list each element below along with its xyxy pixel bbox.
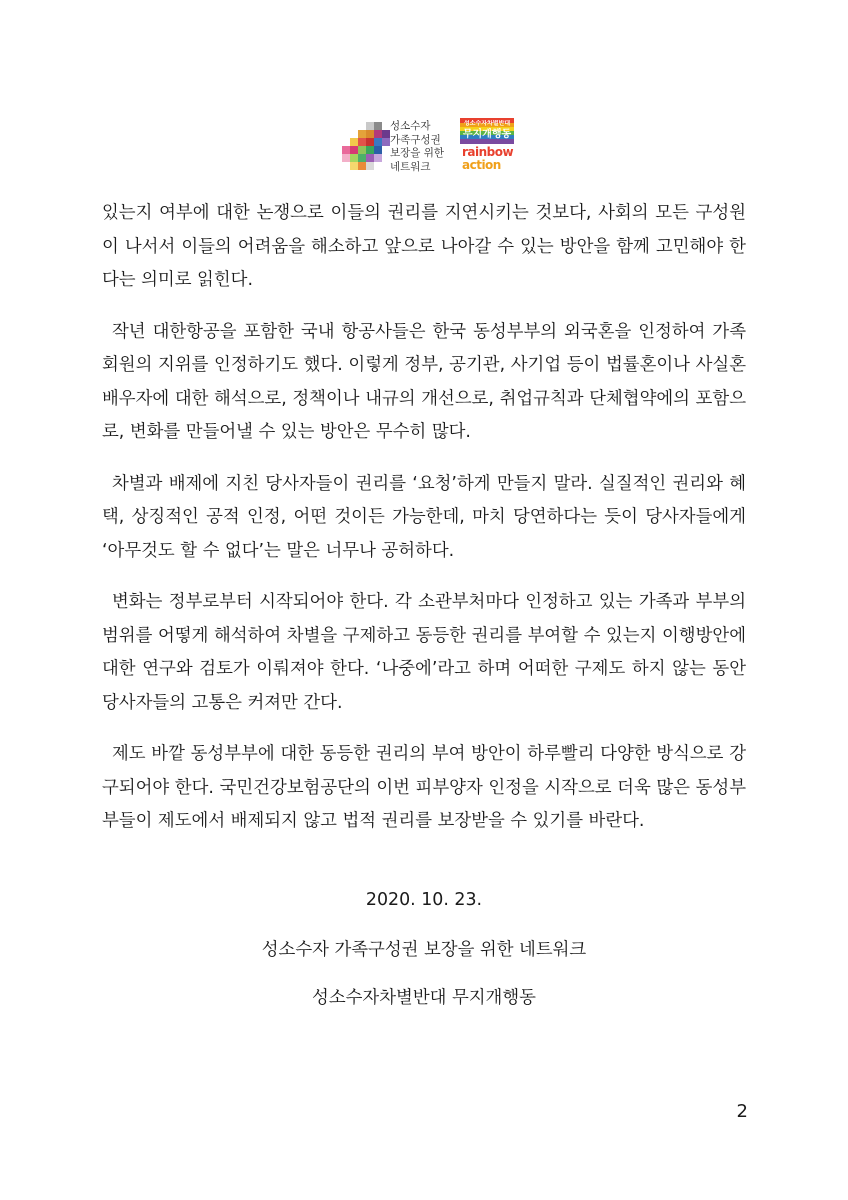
rainbow-action-logo [460, 118, 514, 178]
page-number: 2 [736, 1101, 748, 1122]
paragraph: 제도 바깥 동성부부에 대한 동등한 권리의 부여 방안이 하루빨리 다양한 방식으로 강구되어야 한다. 국민건강보험공단의 이번 피부양자 인정을 시작으로 더욱 많은 동성부부들이 제도에서 배제되지 않고 법적 권리를 보장받을 수 있기를 바란다. [102, 744, 746, 831]
action-word: action [462, 158, 501, 172]
page-header [336, 118, 516, 180]
statement-body [102, 197, 746, 857]
signatory-org-network: 성소수자 가족구성권 보장을 위한 네트워크 [261, 940, 587, 960]
network-logo-line: 가족구성권 [390, 133, 441, 146]
network-logo-text [390, 120, 444, 174]
paragraph: 작년 대한항공을 포함한 국내 항공사들은 한국 동성부부의 외국혼을 인정하여 가족회원의 지위를 인정하기도 했다. 이렇게 정부, 공기관, 사기업 등이 법률혼이나 사실혼 배우자에 대한 해석으로, 정책이나 내규의 개선으로, 취업규칙과 단체협약에의 포함으로, 변화를 만들어낼 수 있는 방안은 무수히 많다. [102, 321, 746, 442]
paragraph: 있는지 여부에 대한 논쟁으로 이들의 권리를 지연시키는 것보다, 사회의 모든 구성원이 나서서 이들의 어려움을 해소하고 앞으로 나아갈 수 있는 방안을 함께 고민해야 한다는 의미로 읽힌다. [102, 203, 746, 290]
rainbow-action-wordmark [462, 146, 514, 172]
rainbow-action-title: 무지개행동 [462, 129, 512, 140]
network-logo [336, 118, 458, 178]
signatory-org-rainbow-action: 성소수자차별반대 무지개행동 [312, 988, 536, 1008]
rainbow-action-small-text: 성소수자차별반대 [463, 120, 511, 127]
statement-date: 2020. 10. 23. [365, 890, 483, 910]
paragraph: 변화는 정부로부터 시작되어야 한다. 각 소관부처마다 인정하고 있는 가족과 부부의 범위를 어떻게 해석하여 차별을 구제하고 동등한 권리를 부여할 수 있는지 이행방안에 대한 연구와 검토가 이뤄져야 한다. ‘나중에’라고 하며 어떠한 구제도 하지 않는 동안 당사자들의 고통은 커져만 간다. [102, 592, 746, 713]
network-logo-line: 네트워크 [390, 160, 431, 173]
network-logo-line: 보장을 위한 [390, 147, 445, 159]
network-logo-line: 성소수자 [390, 120, 431, 132]
paragraph: 차별과 배제에 지친 당사자들이 권리를 ‘요청’하게 만들지 말라. 실질적인 권리와 혜택, 상징적인 공적 인정, 어떤 것이든 가능한데, 마치 당연하다는 듯이 당사자들에게 ‘아무것도 할 수 없다’는 말은 너무나 공허하다. [102, 473, 746, 561]
rainbow-word: rainbow [462, 145, 514, 159]
pixel-mosaic-icon [336, 118, 394, 176]
